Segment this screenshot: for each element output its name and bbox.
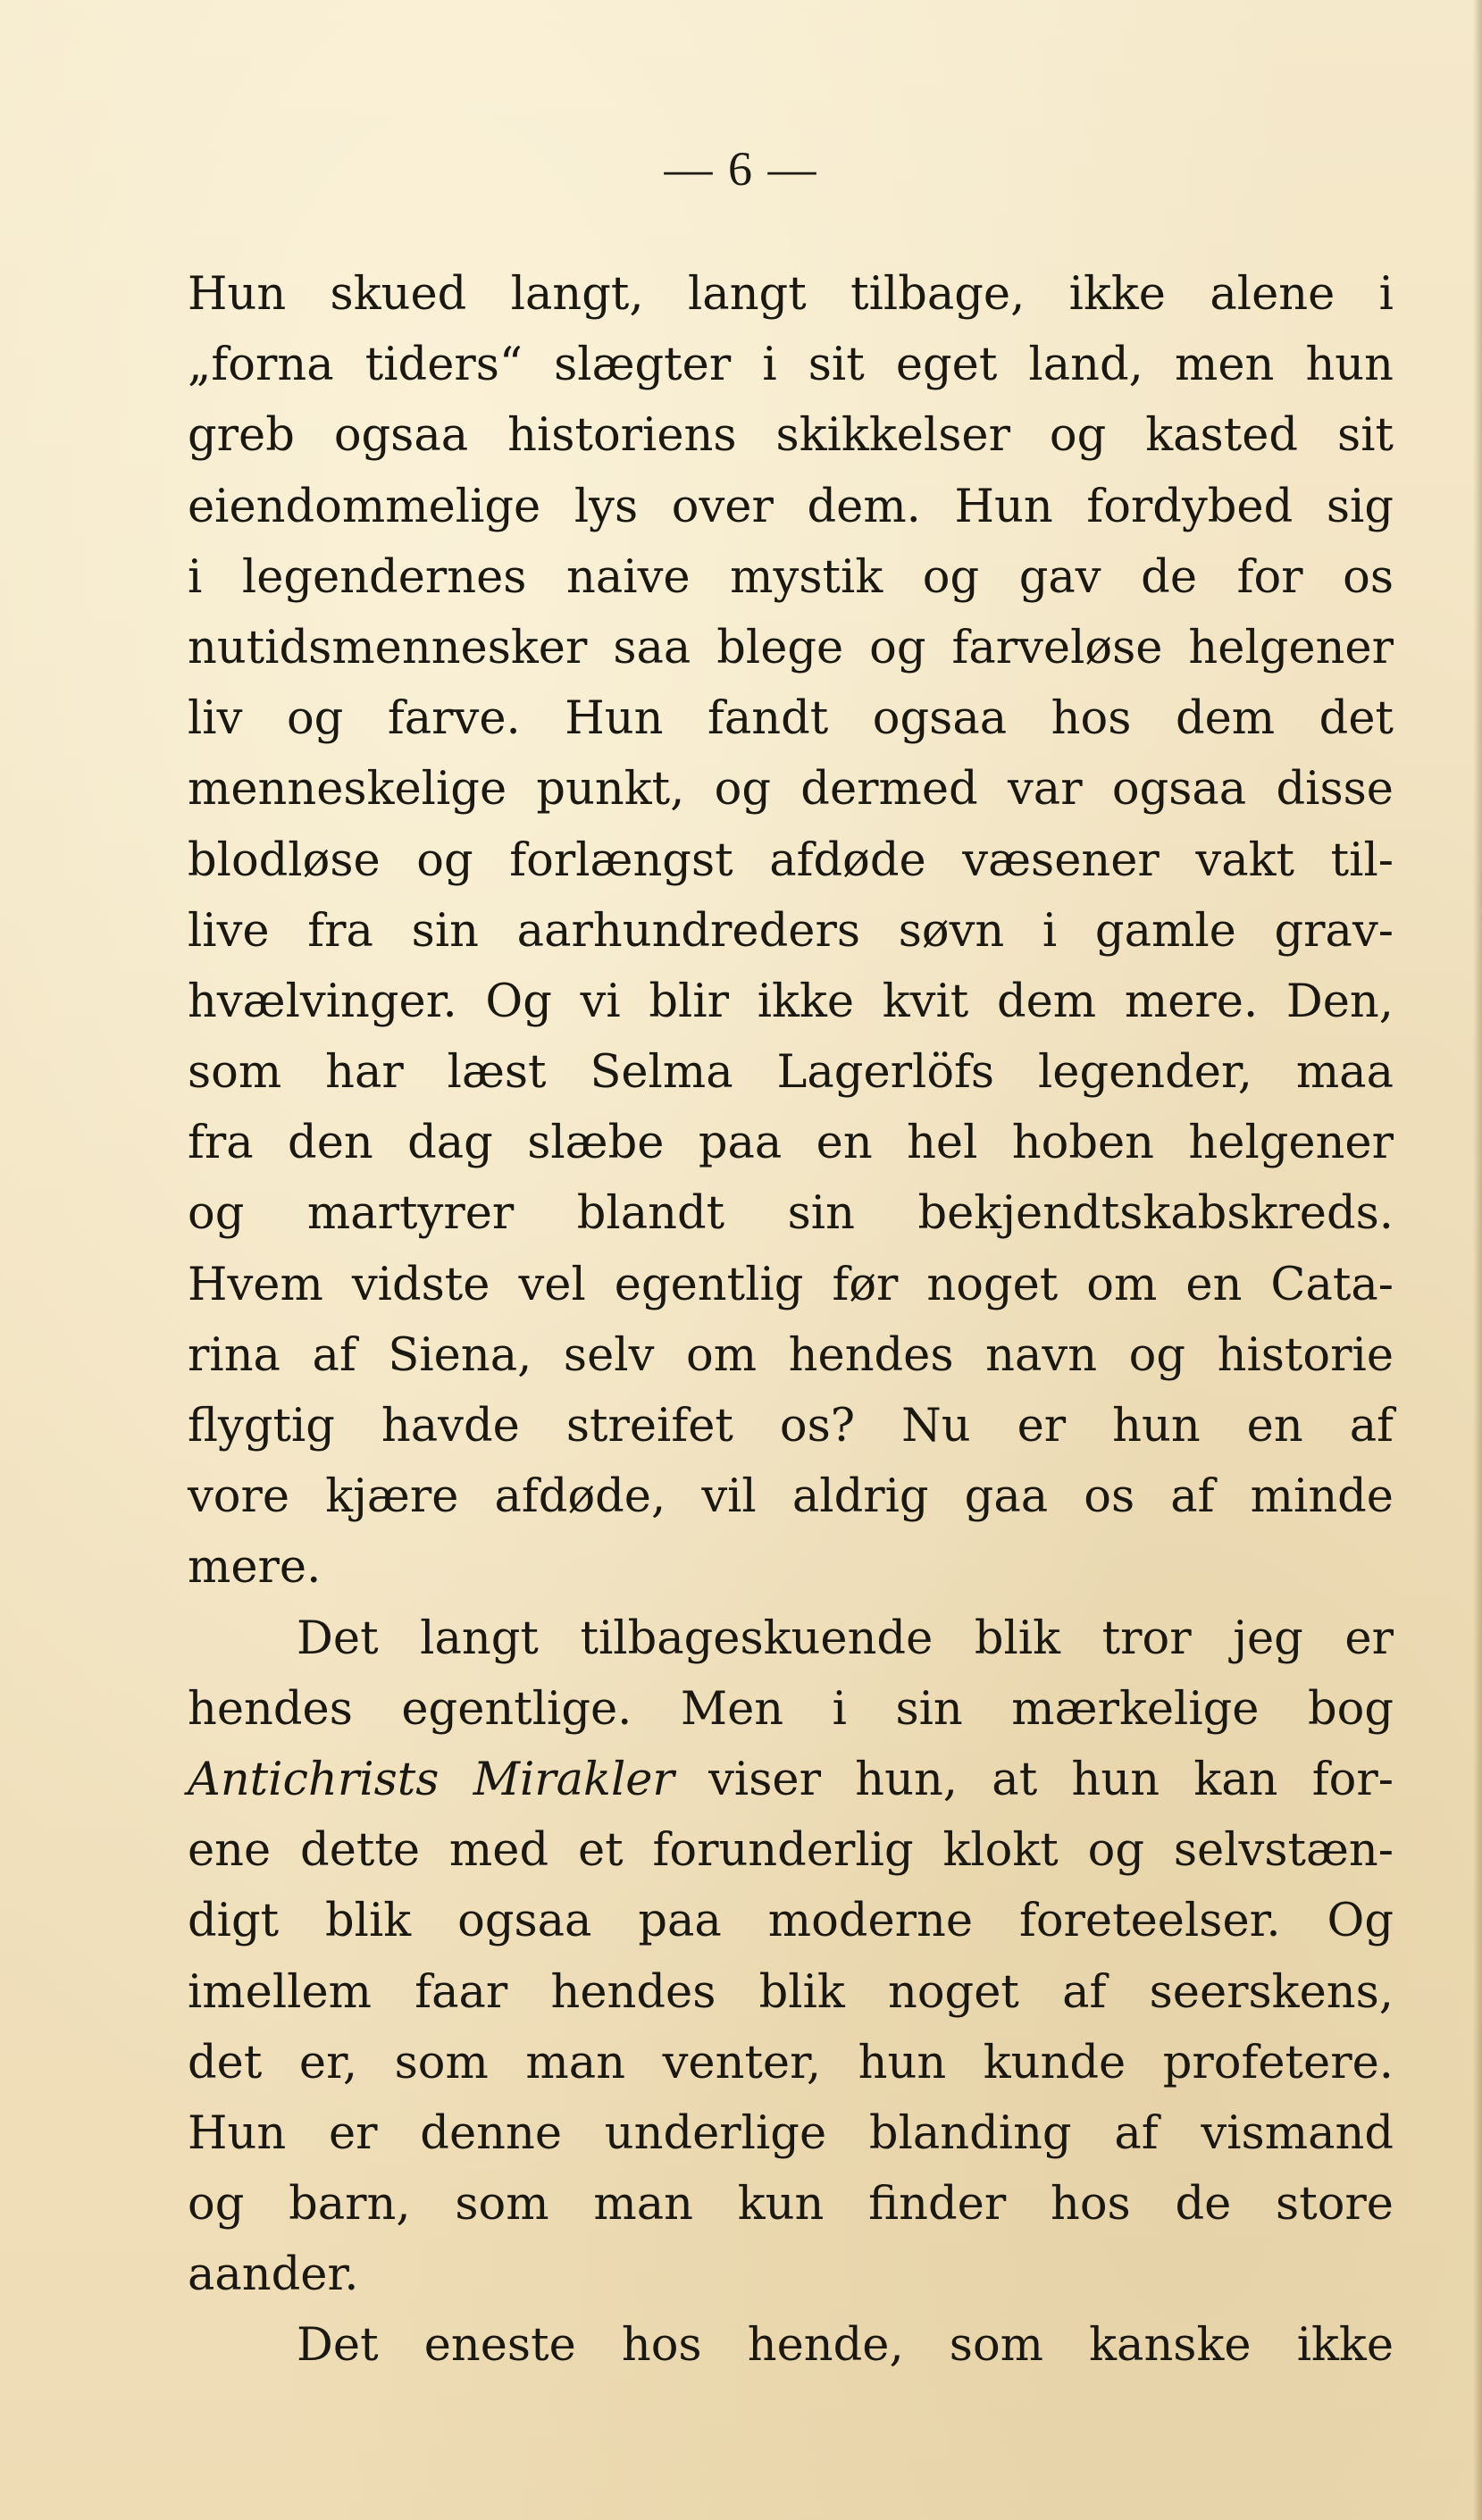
text-line: Hun er denne underlige blanding af vismand [188, 2106, 1394, 2160]
text-line: Det eneste hos hende, som kanske ikke [297, 2319, 1394, 2373]
body-text [188, 259, 1394, 2382]
text-line: eiendommelige lys over dem. Hun fordybed sig [188, 480, 1394, 533]
text-line: liv og farve. Hun fandt ogsaa hos dem det [188, 692, 1394, 746]
text-line: blodløse og forlængst afdøde væsener vakt til- [188, 833, 1394, 887]
text-line: vore kjære afdøde, vil aldrig gaa os af minde [188, 1470, 1394, 1524]
text-line-rest: viser hun, at hun kan for- [674, 1753, 1394, 1806]
text-line: i legendernes naive mystik og gav de for os [188, 550, 1394, 604]
text-line: det er, som man venter, hun kunde profetere. [188, 2036, 1394, 2089]
page-edge [1473, 0, 1482, 2520]
text-line: rina af Siena, selv om hendes navn og historie [188, 1328, 1394, 1382]
text-line-with-title [188, 1745, 1394, 1815]
page-number: — 6 — [664, 142, 818, 196]
text-line: Hvem vidste vel egentlig før noget om en Cata- [188, 1258, 1394, 1311]
text-line: flygtig havde streifet os? Nu er hun en af [188, 1400, 1394, 1453]
text-line: som har læst Selma Lagerlöfs legender, maa [188, 1046, 1394, 1100]
text-line: live fra sin aarhundreders søvn i gamle grav- [188, 904, 1394, 958]
text-line: mere. [188, 1541, 322, 1595]
text-line: og barn, som man kun finder hos de store [188, 2178, 1394, 2231]
text-line: fra den dag slæbe paa en hel hoben helgener [188, 1117, 1394, 1170]
text-line: Det langt tilbageskuende blik tror jeg er [297, 1612, 1394, 1665]
text-line: og martyrer blandt sin bekjendtskabskreds. [188, 1187, 1394, 1241]
text-line: Hun skued langt, langt tilbage, ikke alene i [188, 268, 1394, 321]
text-line: „forna tiders“ slægter i sit eget land, men hun [188, 339, 1394, 392]
text-line: nutidsmennesker saa blege og farveløse helgener [188, 621, 1394, 674]
text-line: ene dette med et forunderlig klokt og selvstæn- [188, 1824, 1394, 1878]
text-line: aander. [188, 2248, 359, 2302]
text-line: greb ogsaa historiens skikkelser og kasted sit [188, 409, 1394, 463]
text-line: hvælvinger. Og vi blir ikke kvit dem mere. Den, [188, 975, 1394, 1028]
text-line: digt blik ogsaa paa moderne foreteelser. Og [188, 1895, 1394, 1948]
book-title: Antichrists Mirakler [188, 1753, 674, 1806]
text-line: hendes egentlige. Men i sin mærkelige bog [188, 1682, 1394, 1736]
text-line: menneskelige punkt, og dermed var ogsaa disse [188, 763, 1394, 816]
text-line: imellem faar hendes blik noget af seerskens, [188, 1965, 1394, 2019]
